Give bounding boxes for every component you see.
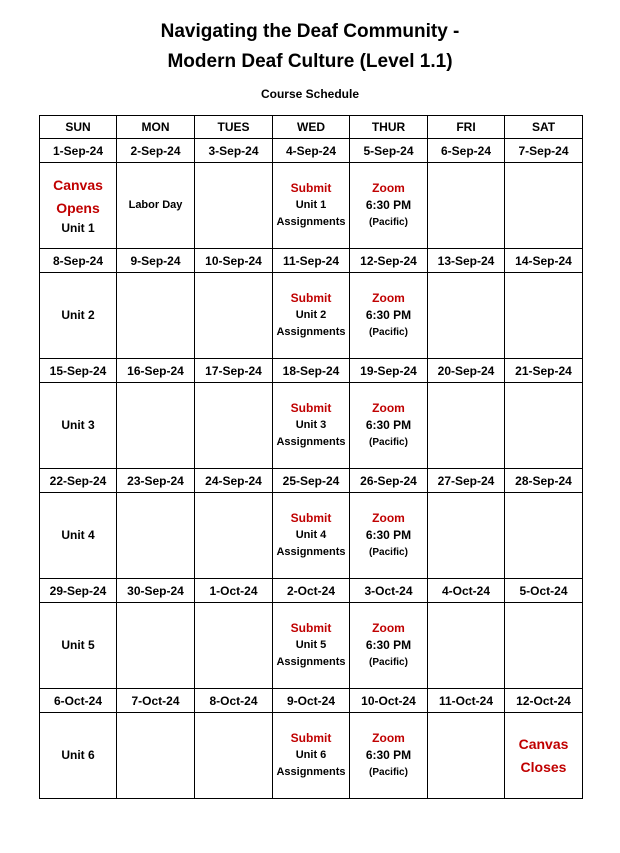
day-cell-tue (195, 383, 273, 469)
zoom-time: 6:30 PM (365, 528, 412, 542)
date-row (40, 139, 583, 163)
day-cell-sun (40, 713, 117, 799)
zoom-time: 6:30 PM (365, 418, 412, 432)
date-cell: 21-Sep-24 (505, 359, 583, 383)
day-cell-thu (350, 493, 428, 579)
day-header-sat: SAT (505, 116, 583, 139)
document-title-line-1: Navigating the Deaf Community - (160, 21, 460, 42)
day-header-tues: TUES (195, 116, 273, 139)
zoom-label: Zoom (372, 731, 405, 745)
date-cell: 26-Sep-24 (350, 469, 428, 493)
day-header-mon: MON (117, 116, 195, 139)
course-schedule-table (39, 115, 583, 799)
assignment-unit-label: Unit 5 (295, 639, 327, 651)
assignments-label: Assignments (276, 766, 346, 778)
date-cell: 4-Oct-24 (428, 579, 505, 603)
assignments-label: Assignments (276, 436, 346, 448)
submit-label: Submit (290, 181, 332, 195)
zoom-time: 6:30 PM (365, 198, 412, 212)
assignment-unit-label: Unit 3 (295, 419, 327, 431)
date-cell: 9-Oct-24 (273, 689, 350, 713)
day-cell-mon (117, 713, 195, 799)
zoom-label: Zoom (372, 401, 405, 415)
day-header-thur: THUR (350, 116, 428, 139)
date-cell: 29-Sep-24 (40, 579, 117, 603)
unit-label: Unit 3 (61, 418, 95, 432)
day-cell-mon (117, 603, 195, 689)
canvas-opens-label: Opens (56, 200, 100, 216)
assignment-unit-label: Unit 4 (295, 529, 327, 541)
canvas-closes-label: Canvas (518, 735, 569, 752)
date-cell: 8-Sep-24 (40, 249, 117, 273)
assignments-label: Assignments (276, 546, 346, 558)
day-cell-thu (350, 603, 428, 689)
day-cell-thu (350, 383, 428, 469)
date-cell: 3-Oct-24 (350, 579, 428, 603)
day-cell-wed (273, 493, 350, 579)
date-cell: 11-Oct-24 (428, 689, 505, 713)
assignment-unit-label: Unit 1 (295, 199, 327, 211)
date-cell: 1-Sep-24 (40, 139, 117, 163)
date-cell: 7-Sep-24 (505, 139, 583, 163)
date-cell: 10-Sep-24 (195, 249, 273, 273)
date-row (40, 469, 583, 493)
date-cell: 5-Oct-24 (505, 579, 583, 603)
day-cell-wed (273, 163, 350, 249)
date-row (40, 359, 583, 383)
submit-label: Submit (290, 621, 332, 635)
date-row (40, 249, 583, 273)
day-cell-tue (195, 713, 273, 799)
day-header-fri: FRI (428, 116, 505, 139)
date-cell: 14-Sep-24 (505, 249, 583, 273)
zoom-time: 6:30 PM (365, 308, 412, 322)
zoom-timezone: (Pacific) (369, 547, 408, 558)
date-cell: 4-Sep-24 (273, 139, 350, 163)
assignment-unit-label: Unit 6 (295, 749, 327, 761)
date-row (40, 579, 583, 603)
date-cell: 22-Sep-24 (40, 469, 117, 493)
day-cell-sun (40, 273, 117, 359)
date-cell: 8-Oct-24 (195, 689, 273, 713)
day-cell-fri (428, 163, 505, 249)
day-cell-thu (350, 163, 428, 249)
submit-label: Submit (290, 291, 332, 305)
week-content-row (40, 493, 583, 579)
unit-label: Unit 6 (61, 748, 95, 762)
holiday-label: Labor Day (128, 199, 183, 211)
day-cell-wed (273, 603, 350, 689)
week-content-row (40, 603, 583, 689)
day-cell-wed (273, 713, 350, 799)
unit-label: Unit 1 (61, 221, 95, 235)
day-cell-sat (505, 383, 583, 469)
calendar-body (40, 139, 583, 799)
day-cell-mon (117, 163, 195, 249)
date-cell: 7-Oct-24 (117, 689, 195, 713)
day-cell-tue (195, 493, 273, 579)
date-cell: 13-Sep-24 (428, 249, 505, 273)
date-cell: 28-Sep-24 (505, 469, 583, 493)
unit-label: Unit 4 (61, 528, 95, 542)
date-cell: 27-Sep-24 (428, 469, 505, 493)
week-content-row (40, 713, 583, 799)
date-cell: 2-Oct-24 (273, 579, 350, 603)
zoom-label: Zoom (372, 511, 405, 525)
date-cell: 24-Sep-24 (195, 469, 273, 493)
date-cell: 9-Sep-24 (117, 249, 195, 273)
day-cell-sun (40, 493, 117, 579)
zoom-time: 6:30 PM (365, 748, 412, 762)
date-row (40, 689, 583, 713)
canvas-opens-label: Canvas (53, 177, 103, 193)
submit-label: Submit (290, 511, 332, 525)
zoom-timezone: (Pacific) (369, 327, 408, 338)
assignments-label: Assignments (276, 656, 346, 668)
day-cell-sat (505, 273, 583, 359)
day-cell-mon (117, 493, 195, 579)
date-cell: 2-Sep-24 (117, 139, 195, 163)
week-content-row (40, 383, 583, 469)
date-cell: 5-Sep-24 (350, 139, 428, 163)
zoom-label: Zoom (372, 291, 405, 305)
date-cell: 17-Sep-24 (195, 359, 273, 383)
zoom-timezone: (Pacific) (369, 217, 408, 228)
date-cell: 12-Oct-24 (505, 689, 583, 713)
zoom-label: Zoom (372, 181, 405, 195)
assignments-label: Assignments (276, 326, 346, 338)
unit-label: Unit 2 (61, 308, 95, 322)
day-cell-tue (195, 273, 273, 359)
date-cell: 1-Oct-24 (195, 579, 273, 603)
day-header-wed: WED (273, 116, 350, 139)
day-cell-thu (350, 273, 428, 359)
document-title-line-2: Modern Deaf Culture (Level 1.1) (167, 51, 453, 72)
day-cell-sat (505, 163, 583, 249)
date-cell: 19-Sep-24 (350, 359, 428, 383)
date-cell: 30-Sep-24 (117, 579, 195, 603)
day-cell-fri (428, 383, 505, 469)
date-cell: 12-Sep-24 (350, 249, 428, 273)
day-cell-fri (428, 273, 505, 359)
zoom-label: Zoom (372, 621, 405, 635)
zoom-timezone: (Pacific) (369, 767, 408, 778)
date-cell: 15-Sep-24 (40, 359, 117, 383)
date-cell: 23-Sep-24 (117, 469, 195, 493)
day-cell-mon (117, 383, 195, 469)
day-cell-thu (350, 713, 428, 799)
day-cell-sun (40, 603, 117, 689)
day-cell-sat (505, 603, 583, 689)
week-content-row (40, 273, 583, 359)
day-cell-tue (195, 603, 273, 689)
day-cell-sat (505, 493, 583, 579)
date-cell: 6-Sep-24 (428, 139, 505, 163)
assignments-label: Assignments (276, 216, 346, 228)
day-cell-fri (428, 713, 505, 799)
date-cell: 16-Sep-24 (117, 359, 195, 383)
day-cell-wed (273, 273, 350, 359)
week-content-row (40, 163, 583, 249)
day-header-sun: SUN (40, 116, 117, 139)
assignment-unit-label: Unit 2 (295, 309, 327, 321)
zoom-time: 6:30 PM (365, 638, 412, 652)
zoom-timezone: (Pacific) (369, 657, 408, 668)
day-cell-wed (273, 383, 350, 469)
zoom-timezone: (Pacific) (369, 437, 408, 448)
date-cell: 25-Sep-24 (273, 469, 350, 493)
document-subtitle: Course Schedule (260, 87, 360, 101)
day-cell-sun (40, 163, 117, 249)
submit-label: Submit (290, 401, 332, 415)
date-cell: 18-Sep-24 (273, 359, 350, 383)
submit-label: Submit (290, 731, 332, 745)
day-header-row (40, 116, 583, 139)
date-cell: 10-Oct-24 (350, 689, 428, 713)
canvas-closes-label: Closes (520, 758, 567, 775)
day-cell-tue (195, 163, 273, 249)
day-cell-fri (428, 493, 505, 579)
date-cell: 11-Sep-24 (273, 249, 350, 273)
day-cell-mon (117, 273, 195, 359)
date-cell: 3-Sep-24 (195, 139, 273, 163)
date-cell: 20-Sep-24 (428, 359, 505, 383)
day-cell-fri (428, 603, 505, 689)
unit-label: Unit 5 (61, 638, 95, 652)
day-cell-sat (505, 713, 583, 799)
day-cell-sun (40, 383, 117, 469)
date-cell: 6-Oct-24 (40, 689, 117, 713)
